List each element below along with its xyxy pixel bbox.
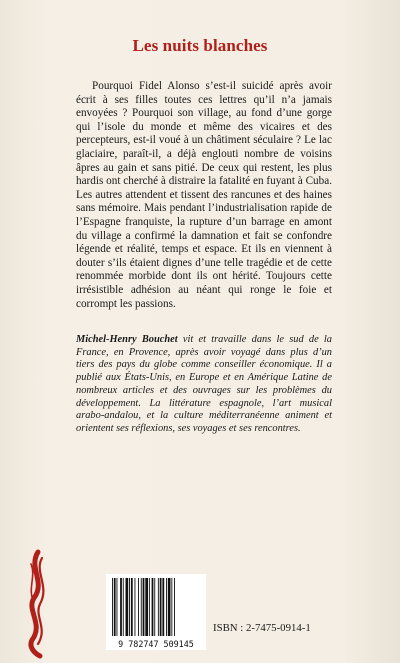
author-name: Michel-Henry Bouchet: [76, 334, 178, 345]
barcode-bar: [141, 578, 142, 636]
barcode-bar: [135, 578, 136, 636]
barcode-bar: [114, 578, 116, 636]
book-title: Les nuits blanches: [132, 36, 268, 55]
barcode-bar: [138, 578, 139, 636]
publisher-logo-icon: [22, 548, 52, 660]
barcode: [106, 574, 206, 650]
barcode-bar: [120, 578, 122, 636]
barcode-bar: [152, 578, 154, 636]
barcode-bar: [126, 578, 129, 636]
barcode-bar: [158, 578, 159, 636]
author-bio: [76, 334, 332, 436]
barcode-bars: [106, 574, 206, 650]
barcode-bar: [154, 578, 155, 636]
barcode-bar: [160, 578, 162, 636]
author-bio-text: vit et travaille dans le sud de la France, en Provence, après avoir voyagé dans plus d’un tiers des pays du globe comme conseiller économique. Il a publié aux États-Unis, en Europe et en Amérique Latine de nombreux articles et des ouvrages sur les problèmes du développement. La littérature espagnole, l’art musical arabo-andalou, et la culture méditerranéenne animent et orientent ses réflexions, ses voyages et ses rencontres.: [76, 334, 333, 434]
blurb-text: Pourquoi Fidel Alonso s’est-il suicidé après avoir écrit à ses filles toutes ces lettres qu’il n’a jamais envoyées ? Pourquoi son village, au fond d’une gorge qui l’isole du monde et même des vicaires et des percepteurs, est-il voué à un châtiment séculaire ? Le lac glaciaire, paraît-il, a déjà englouti nombre de voisins âpres au gain et sans pitié. De ceux qui restent, les plus hardis ont cherché à distraire la fatalité en fuyant à Cuba. Les autres attendent et tissent des rancunes et des haines sans mémoire. Mais pendant l’industrialisation rapide de l’Espagne franquiste, la rupture d’un barrage en amont du village a confirmé la damnation et fait se confondre légende et réalité, temps et espace. Et ils en viennent à douter s’ils étaient dignes d’une telle tragédie et de cette renommée morbide dont ils ont hérité. Toujours cette irrésistible adhésion au néant qui ronge le foie et corrompt les passions.: [76, 80, 332, 310]
barcode-bar: [145, 578, 148, 636]
barcode-bar: [123, 578, 124, 636]
barcode-bar: [112, 578, 113, 636]
barcode-bar: [174, 578, 175, 636]
barcode-bar: [168, 578, 171, 636]
barcode-bar: [143, 578, 145, 636]
barcode-bar: [162, 578, 164, 636]
barcode-bar: [166, 578, 167, 636]
barcode-digits: 9 782747 509145: [118, 639, 194, 649]
barcode-bar: [131, 578, 133, 636]
barcode-bar: [117, 578, 118, 636]
barcode-bar: [149, 578, 150, 636]
barcode-bar: [129, 578, 130, 636]
barcode-bar: [171, 578, 172, 636]
blurb-paragraph: [76, 80, 332, 311]
isbn: ISBN : 2-7475-0914-1: [213, 622, 311, 634]
